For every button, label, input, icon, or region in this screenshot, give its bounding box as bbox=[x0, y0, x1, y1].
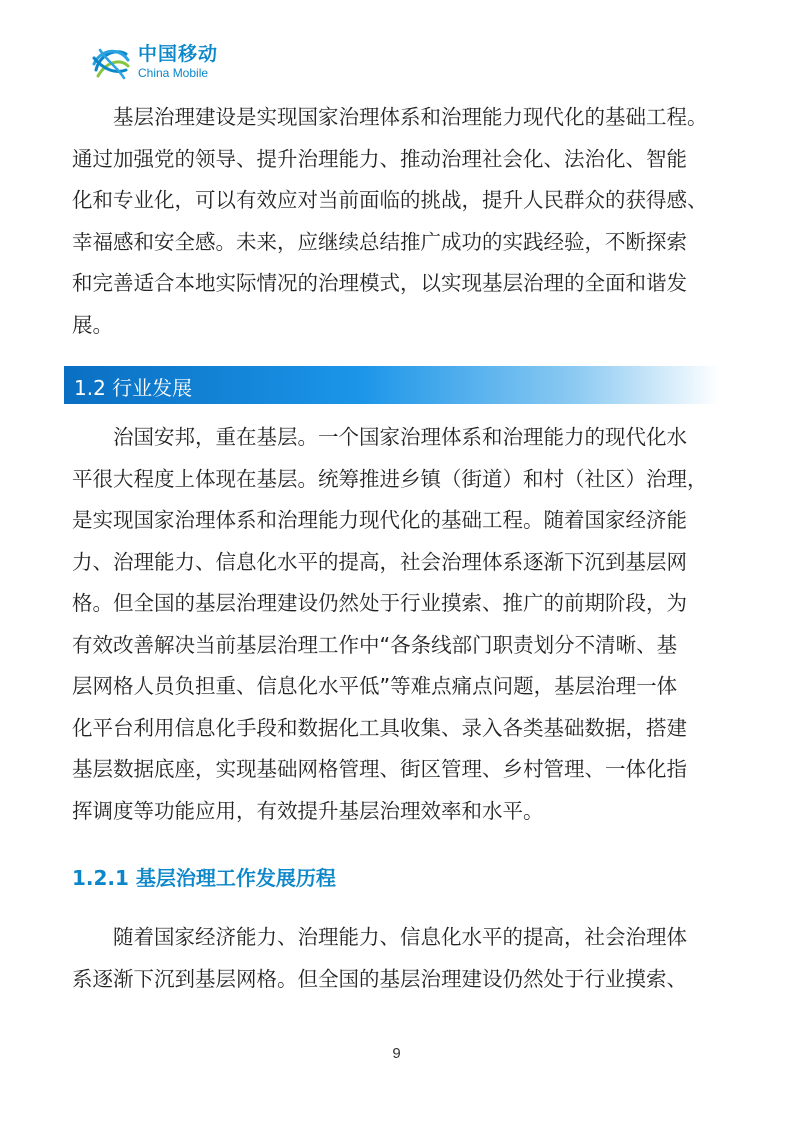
logo-chinese-name: 中国移动 bbox=[138, 43, 219, 65]
text-line: 是实现国家治理体系和治理能力现代化的基础工程。随着国家经济能 bbox=[72, 508, 687, 532]
text-line: 和完善适合本地实际情况的治理模式，以实现基层治理的全面和谐发 bbox=[72, 271, 687, 295]
text-line: 化平台利用信息化手段和数据化工具收集、录入各类基础数据，搭建 bbox=[72, 715, 687, 740]
text-line: 通过加强党的领导、提升治理能力、推动治理社会化、法治化、智能 bbox=[72, 146, 687, 171]
paragraph-governance-summary bbox=[72, 97, 722, 346]
logo-english-name: China Mobile bbox=[138, 66, 209, 80]
text-line: 基层数据底座，实现基础网格管理、街区管理、乡村管理、一体化指 bbox=[72, 757, 687, 781]
section-heading-bar bbox=[64, 366, 720, 404]
text-line: 基层治理建设是实现国家治理体系和治理能力现代化的基础工程。 bbox=[113, 105, 708, 129]
text-line: 展。 bbox=[72, 312, 113, 337]
subsection-title: 1.2.1 基层治理工作发展历程 bbox=[72, 866, 336, 890]
text-line: 幸福感和安全感。未来，应继续总结推广成功的实践经验，不断探索 bbox=[72, 229, 687, 254]
text-line: 治国安邦，重在基层。一个国家治理体系和治理能力的现代化水 bbox=[113, 425, 687, 449]
text-line: 系逐渐下沉到基层网格。但全国的基层治理建设仍然处于行业摸索、 bbox=[72, 966, 687, 991]
text-line: 有效改善解决当前基层治理工作中“各条线部门职责划分不清晰、基 bbox=[72, 632, 678, 657]
china-mobile-logo-icon bbox=[88, 40, 132, 84]
text-line: 力、治理能力、信息化水平的提高，社会治理体系逐渐下沉到基层网 bbox=[72, 549, 687, 574]
text-line: 层网格人员负担重、信息化水平低”等难点痛点问题，基层治理一体 bbox=[72, 674, 678, 698]
paragraph-development-history bbox=[72, 917, 722, 1000]
text-line: 平很大程度上体现在基层。统筹推进乡镇（街道）和村（社区）治理， bbox=[72, 466, 708, 491]
page-number: 9 bbox=[392, 1045, 401, 1062]
text-line: 化和专业化，可以有效应对当前面临的挑战，提升人民群众的获得感、 bbox=[72, 188, 708, 212]
paragraph-industry-development bbox=[72, 417, 722, 832]
text-line: 随着国家经济能力、治理能力、信息化水平的提高，社会治理体 bbox=[113, 925, 687, 949]
text-line: 格。但全国的基层治理建设仍然处于行业摸索、推广的前期阶段，为 bbox=[72, 591, 687, 615]
section-title: 1.2 行业发展 bbox=[74, 376, 193, 400]
china-mobile-logo bbox=[88, 40, 218, 84]
text-line: 挥调度等功能应用，有效提升基层治理效率和水平。 bbox=[72, 798, 544, 823]
